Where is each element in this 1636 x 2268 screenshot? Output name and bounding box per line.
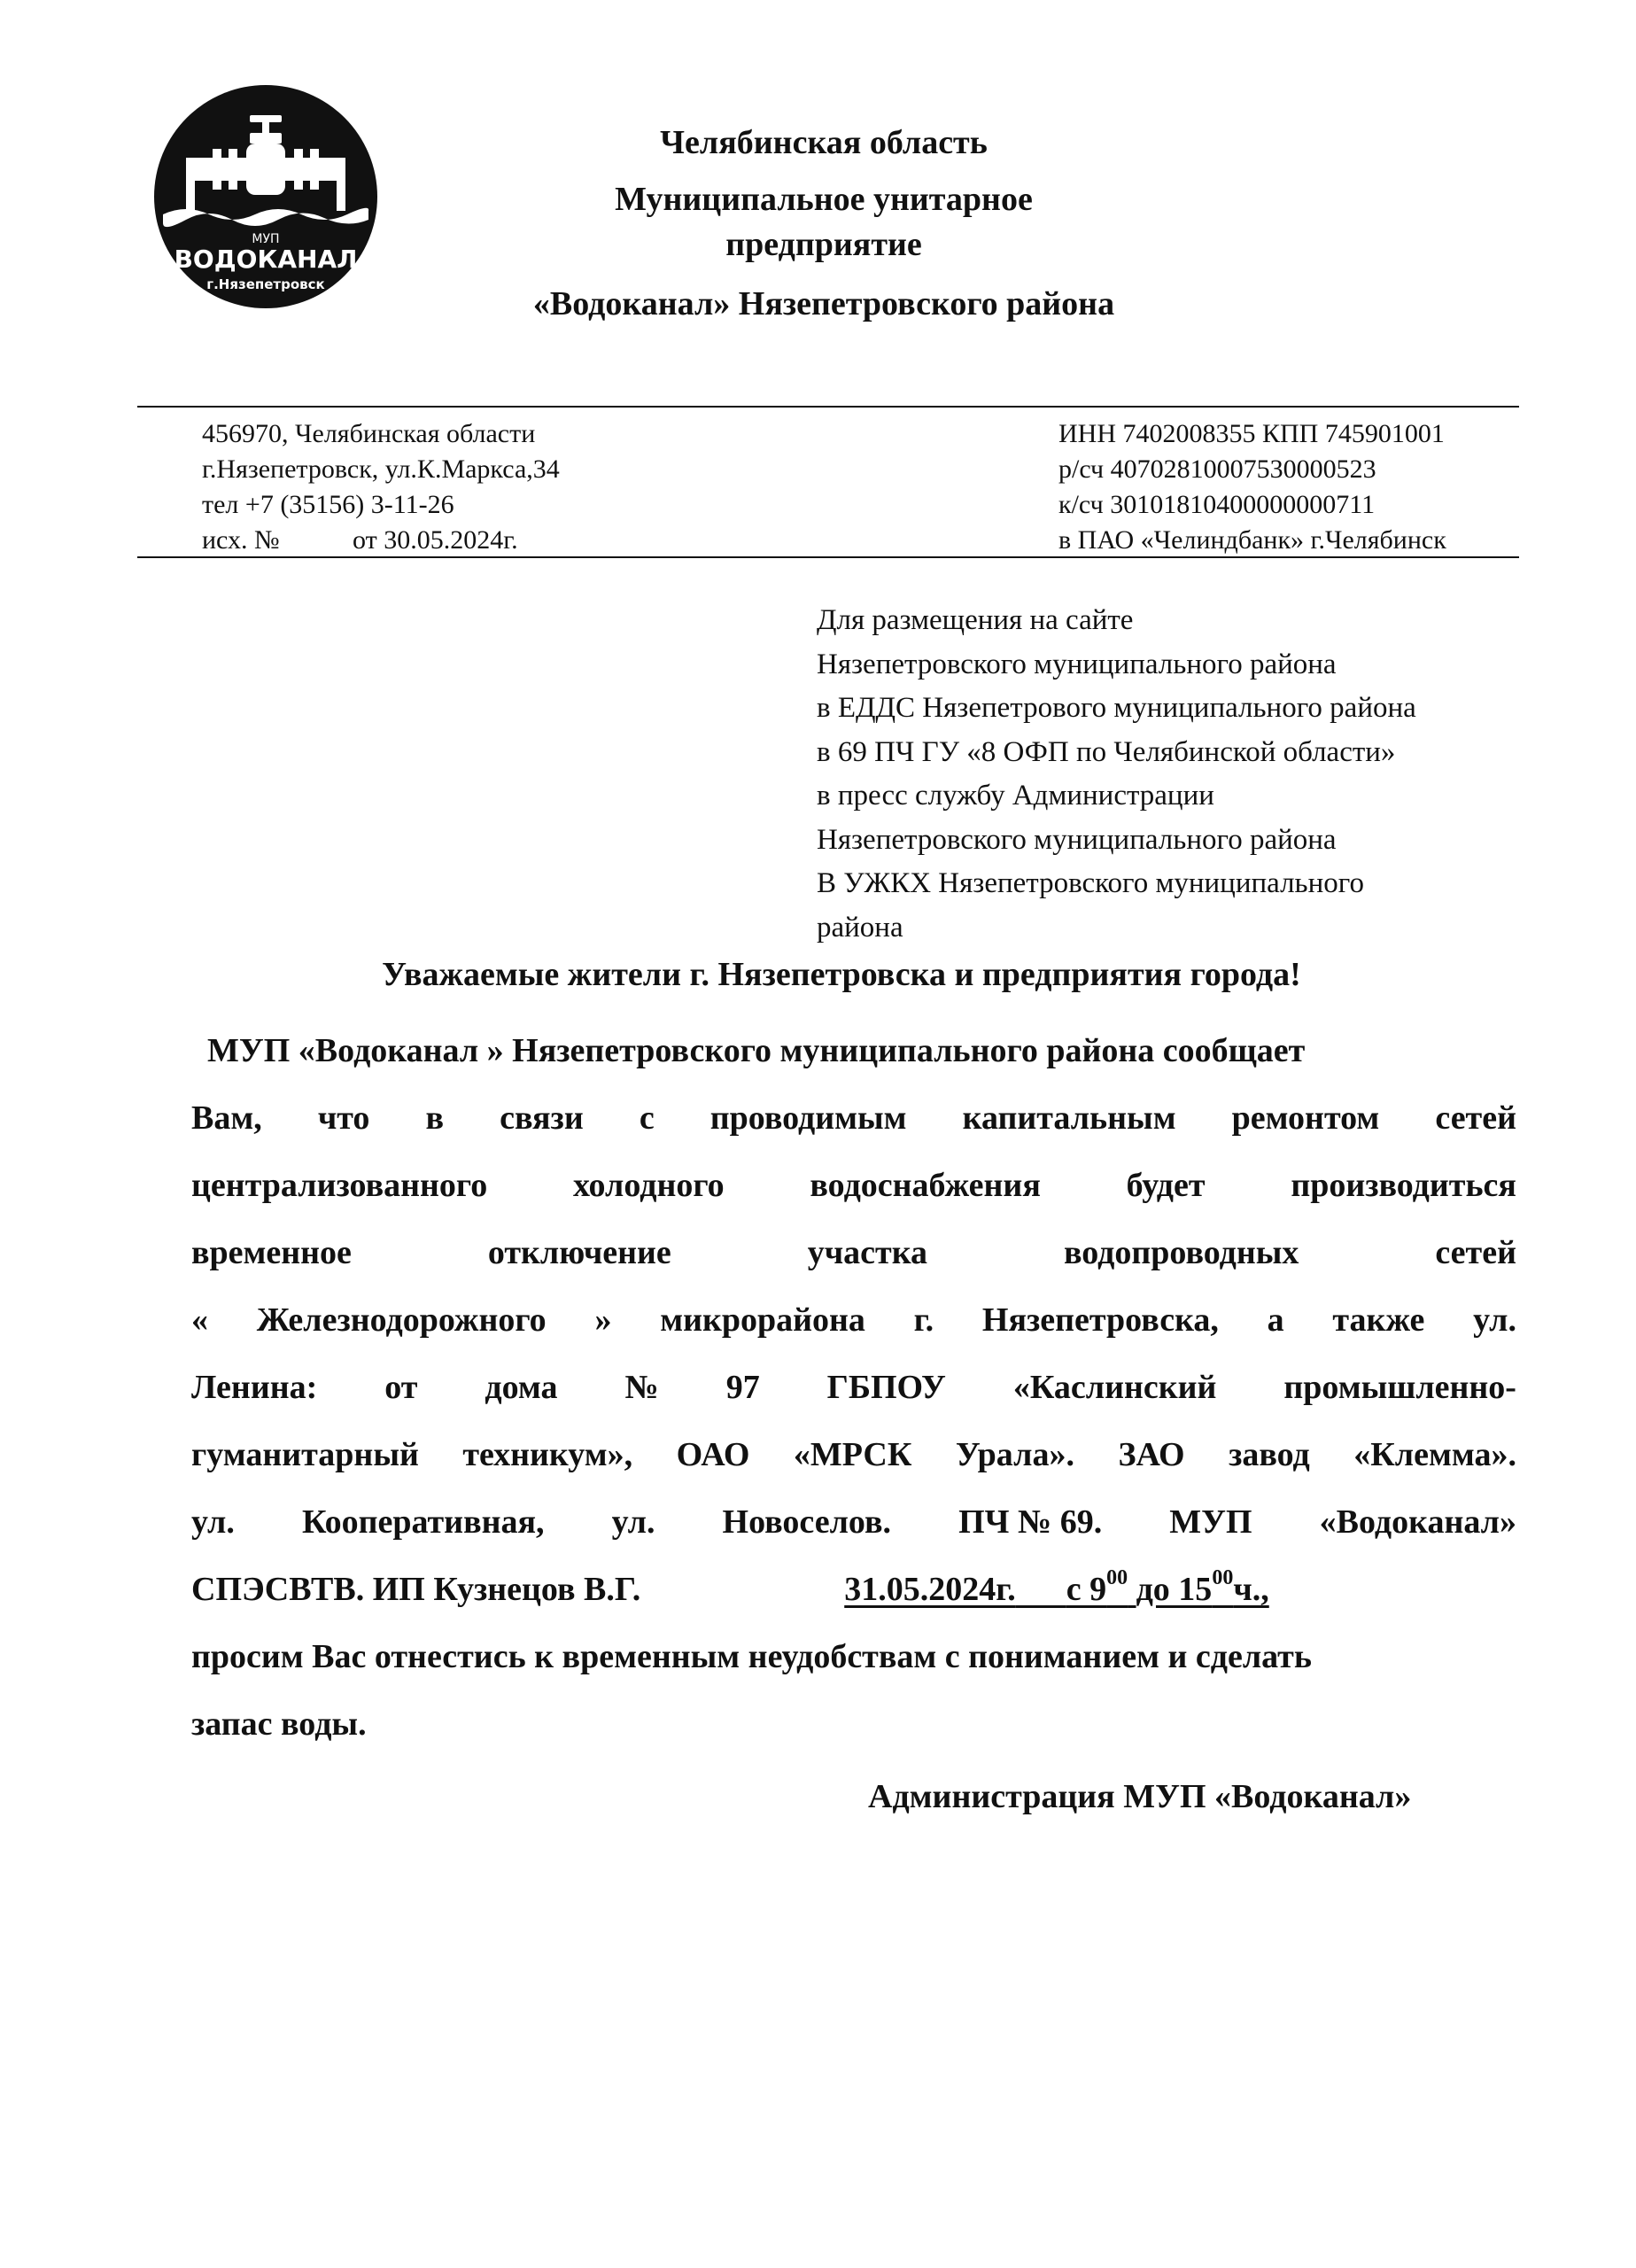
time-to-label: до 15 <box>1136 1571 1213 1608</box>
body-word: Кооперативная, <box>301 1503 545 1541</box>
body-word: Железнодорожного <box>256 1301 547 1339</box>
body-word: с <box>639 1099 655 1137</box>
body-word: Нязепетровска, <box>981 1301 1219 1339</box>
recipient-line: в 69 ПЧ ГУ «8 ОФП по Челябинской области» <box>817 735 1396 768</box>
body-word: капитальным <box>962 1099 1176 1137</box>
body-word: дома <box>485 1369 558 1406</box>
phone-line: тел +7 (35156) 3-11-26 <box>202 490 454 519</box>
recipient-line: В УЖКХ Нязепетровского муниципального <box>817 867 1364 899</box>
time-to-minutes: 00 <box>1212 1566 1234 1589</box>
recipients-block <box>817 599 1596 950</box>
time-from-label: с 9 <box>1066 1571 1107 1608</box>
body-word: ул. <box>611 1503 655 1541</box>
account-line: р/сч 40702810007530000523 <box>1058 454 1376 484</box>
divider-top <box>137 406 1519 408</box>
body-word: промышленно- <box>1283 1369 1516 1406</box>
body-word: будет <box>1126 1167 1206 1204</box>
body-word: Вам, <box>191 1099 262 1137</box>
body-line-schedule <box>191 1556 1516 1623</box>
body-word: № <box>624 1369 659 1406</box>
body-word: сетей <box>1435 1099 1516 1137</box>
body-word: ул. <box>1473 1301 1516 1339</box>
body-line <box>191 1219 1516 1286</box>
body-word: отключение <box>487 1234 671 1271</box>
outgoing-date: от 30.05.2024г. <box>353 525 518 555</box>
recipient-line: района <box>817 911 903 944</box>
org-name-line3: «Водоканал» Нязепетровского района <box>532 285 1115 322</box>
divider-bottom <box>137 556 1519 558</box>
address-line: г.Нязепетровск, ул.К.Маркса,34 <box>202 454 560 484</box>
body-word: «Клемма». <box>1353 1436 1516 1473</box>
address-line: 456970, Челябинская области <box>202 419 536 448</box>
body-word: проводимым <box>709 1099 907 1137</box>
body-line: запас воды. <box>191 1705 367 1743</box>
body-word: а <box>1267 1301 1284 1339</box>
body-word: от <box>384 1369 418 1406</box>
outgoing-line <box>202 523 560 558</box>
logo-city-text: г.Нязепетровск <box>206 276 325 292</box>
body-word: микрорайона <box>660 1301 865 1339</box>
org-region: Челябинская область <box>660 124 988 161</box>
body-word: ремонтом <box>1231 1099 1380 1137</box>
recipient-line: в ЕДДС Нязепетрового муниципального района <box>817 692 1416 724</box>
time-suffix: ч., <box>1233 1571 1269 1608</box>
body-word: «МРСК <box>793 1436 912 1473</box>
logo-main-text: ВОДОКАНАЛ <box>174 245 358 274</box>
body-word: также <box>1332 1301 1425 1339</box>
body-word: холодного <box>572 1167 725 1204</box>
body-word: «Каслинский <box>1012 1369 1217 1406</box>
body-word: что <box>317 1099 370 1137</box>
recipient-line: Для размещения на сайте <box>817 604 1134 636</box>
body-word: производиться <box>1291 1167 1516 1204</box>
body-line <box>191 1421 1516 1488</box>
body-word: Урала». <box>955 1436 1074 1473</box>
body-word: 97 <box>725 1369 760 1406</box>
greeting: Уважаемые жители г. Нязепетровска и предприятия города! <box>382 956 1301 993</box>
address-block <box>202 416 560 558</box>
signature: Администрация МУП «Водоканал» <box>868 1778 1412 1815</box>
body-word: » <box>594 1301 612 1339</box>
body-word: участка <box>807 1234 928 1271</box>
body-word: централизованного <box>191 1167 488 1204</box>
body-word: ГБПОУ <box>826 1369 946 1406</box>
body-word: техникум», <box>462 1436 633 1473</box>
recipient-line: Нязепетровского муниципального района <box>817 648 1337 680</box>
body-word: ОАО <box>676 1436 750 1473</box>
body-word: «Водоканал» <box>1319 1503 1516 1541</box>
org-name-line2: предприятие <box>725 226 922 263</box>
body-word: « <box>191 1301 208 1339</box>
outgoing-number-label: исх. № <box>202 525 280 555</box>
outage-date: 31.05.2024г. <box>844 1571 1016 1608</box>
org-name-line1: Муниципальное унитарное <box>615 181 1033 218</box>
recipient-line: Нязепетровского муниципального района <box>817 823 1337 856</box>
time-from-minutes: 00 <box>1106 1566 1128 1589</box>
body-word: ул. <box>191 1503 235 1541</box>
body-word: завод <box>1229 1436 1310 1473</box>
recipient-line: в пресс службу Администрации <box>817 780 1214 812</box>
body-line <box>191 1488 1516 1556</box>
corr-account-line: к/сч 30101810400000000711 <box>1058 490 1376 519</box>
body-word: Новоселов. <box>722 1503 892 1541</box>
body-word: в <box>425 1099 445 1137</box>
body-word: ЗАО <box>1118 1436 1185 1473</box>
logo-small-text: МУП <box>252 232 280 246</box>
body-word: Ленина: <box>191 1369 318 1406</box>
body-line <box>191 1084 1516 1152</box>
body-word: сетей <box>1435 1234 1516 1271</box>
vodokanal-logo <box>151 82 381 312</box>
body-text: СПЭСВТВ. ИП Кузнецов В.Г. <box>191 1571 641 1608</box>
inn-kpp-line: ИНН 7402008355 КПП 745901001 <box>1058 419 1445 448</box>
body-word: гуманитарный <box>191 1436 419 1473</box>
body-word: ПЧ № 69. <box>958 1503 1103 1541</box>
bank-line: в ПАО «Челиндбанк» г.Челябинск <box>1058 525 1446 555</box>
outage-schedule <box>844 1566 1269 1608</box>
body-line: просим Вас отнестись к временным неудобствам с пониманием и сделать <box>191 1638 1312 1675</box>
body-word: водоснабжения <box>810 1167 1041 1204</box>
body-line <box>191 1354 1516 1421</box>
bank-details-block <box>1058 416 1446 558</box>
body-word: г. <box>913 1301 934 1339</box>
body-word: МУП <box>1169 1503 1252 1541</box>
body-word: связи <box>500 1099 584 1137</box>
body-word: временное <box>191 1234 352 1271</box>
body-word: водопроводных <box>1063 1234 1299 1271</box>
notice-body <box>191 1017 1516 1758</box>
body-line <box>191 1152 1516 1219</box>
body-line <box>191 1286 1516 1354</box>
body-line: МУП «Водоканал » Нязепетровского муниципального района сообщает <box>207 1032 1306 1069</box>
